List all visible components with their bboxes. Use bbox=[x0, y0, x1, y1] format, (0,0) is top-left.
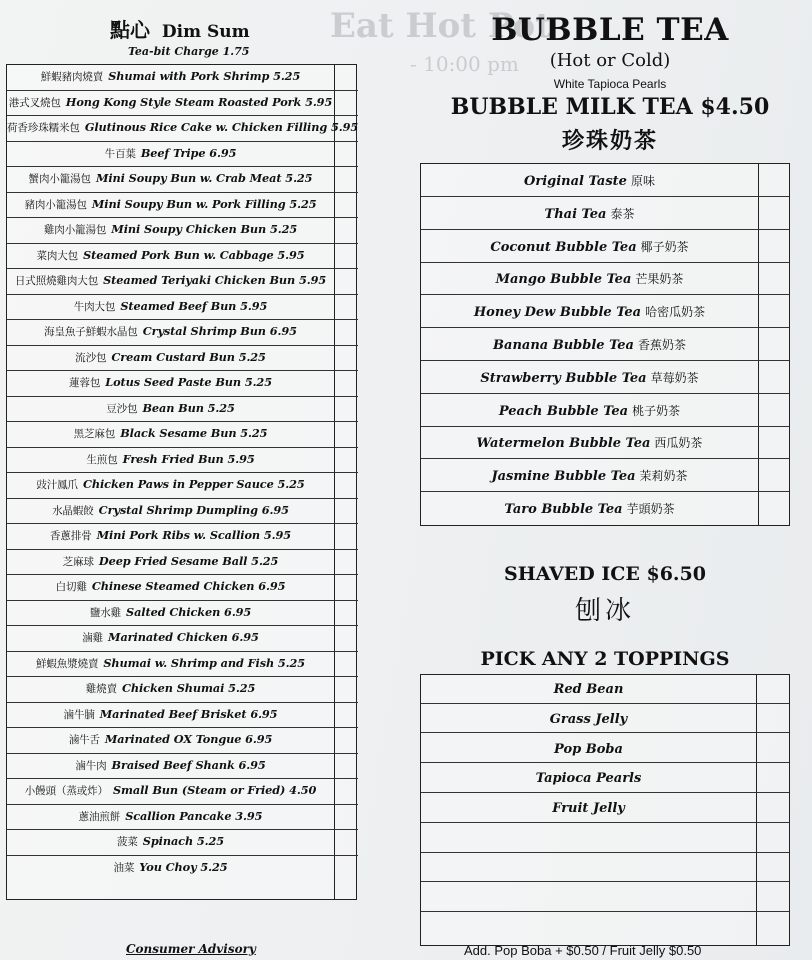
order-checkbox-cell[interactable] bbox=[335, 856, 357, 882]
order-checkbox-cell[interactable] bbox=[757, 705, 789, 733]
dim-sum-item-en: You Choy 5.25 bbox=[139, 859, 228, 874]
dim-sum-item-zh: 豬肉小籠湯包 bbox=[24, 198, 87, 211]
dim-sum-item-en: Spinach 5.25 bbox=[142, 834, 225, 848]
order-checkbox-cell[interactable] bbox=[335, 346, 357, 371]
order-checkbox-cell[interactable] bbox=[759, 492, 789, 525]
dim-sum-row bbox=[7, 754, 358, 780]
dim-sum-row bbox=[7, 320, 358, 346]
topping-row bbox=[421, 675, 789, 704]
dim-sum-item bbox=[7, 605, 334, 620]
topping-item: Tapioca Pearls bbox=[535, 771, 642, 787]
topping-row bbox=[421, 794, 789, 823]
dim-sum-item-en: Marinated Beef Brisket 6.95 bbox=[99, 706, 278, 721]
bubble-tea-row bbox=[421, 426, 789, 459]
dim-sum-item-en: Mini Soupy Bun w. Crab Meat 5.25 bbox=[95, 171, 313, 185]
dim-sum-item-en: Marinated Chicken 6.95 bbox=[108, 630, 259, 644]
dim-sum-item-en: Chinese Steamed Chicken 6.95 bbox=[91, 579, 286, 593]
order-checkbox-cell[interactable] bbox=[335, 805, 357, 830]
bubble-tea-item-en: Honey Dew Bubble Tea bbox=[473, 305, 642, 321]
dim-sum-item-en: Braised Beef Shank 6.95 bbox=[111, 757, 266, 772]
dim-sum-item bbox=[7, 579, 334, 594]
dim-sum-row bbox=[7, 601, 358, 627]
bubble-tea-table bbox=[420, 163, 790, 526]
bubble-tea-row bbox=[421, 328, 789, 361]
dim-sum-item bbox=[7, 860, 334, 875]
order-checkbox-cell[interactable] bbox=[335, 167, 357, 192]
dim-sum-item-en: Chicken Paws in Pepper Sauce 5.25 bbox=[82, 477, 305, 491]
dim-sum-item-zh: 鮮蝦豬肉燒賣 bbox=[40, 71, 104, 83]
bubble-tea-item bbox=[421, 467, 758, 484]
dim-sum-row bbox=[7, 65, 358, 91]
order-checkbox-cell[interactable] bbox=[335, 269, 357, 294]
dim-sum-row bbox=[7, 677, 358, 703]
dim-sum-row bbox=[7, 269, 358, 295]
bubble-tea-item-zh: 茉莉奶茶 bbox=[639, 469, 688, 484]
topping-row bbox=[421, 824, 789, 853]
shaved-ice-heading-zh: 刨冰 bbox=[574, 596, 635, 626]
dim-sum-item bbox=[7, 452, 334, 467]
dim-sum-item-en: Steamed Pork Bun w. Cabbage 5.95 bbox=[83, 247, 305, 262]
dim-sum-item-en: Mini Soupy Bun w. Pork Filling 5.25 bbox=[91, 196, 317, 211]
dim-sum-item-zh: 流沙包 bbox=[75, 351, 107, 364]
order-checkbox-cell[interactable] bbox=[757, 854, 789, 882]
dim-sum-item bbox=[7, 656, 334, 671]
bubble-tea-item bbox=[421, 303, 758, 320]
dim-sum-item-zh: 黑芝麻包 bbox=[73, 428, 116, 440]
dim-sum-item-zh: 荷香珍珠糯米包 bbox=[7, 122, 80, 134]
order-checkbox-cell[interactable] bbox=[335, 779, 357, 804]
dim-sum-item bbox=[7, 477, 334, 492]
order-checkbox-cell[interactable] bbox=[757, 675, 789, 703]
dim-sum-item bbox=[7, 707, 334, 722]
order-checkbox-cell[interactable] bbox=[757, 794, 789, 822]
dim-sum-item bbox=[7, 834, 334, 849]
order-checkbox-cell[interactable] bbox=[335, 728, 357, 753]
dim-sum-row bbox=[7, 371, 358, 397]
order-checkbox-cell[interactable] bbox=[759, 361, 789, 393]
toppings-heading: PICK ANY 2 TOPPINGS bbox=[480, 648, 730, 670]
bubble-tea-item-zh: 椰子奶茶 bbox=[640, 239, 689, 254]
dim-sum-item-zh: 滷雞 bbox=[82, 632, 104, 644]
dim-sum-item-en: Steamed Beef Bun 5.95 bbox=[120, 298, 268, 313]
dim-sum-item bbox=[7, 324, 334, 339]
order-checkbox-cell[interactable] bbox=[757, 824, 789, 852]
bubble-tea-row bbox=[421, 361, 789, 394]
order-checkbox-cell[interactable] bbox=[335, 499, 357, 524]
order-checkbox-cell[interactable] bbox=[335, 65, 357, 90]
milk-tea-heading: BUBBLE MILK TEA $4.50 bbox=[450, 94, 770, 120]
bubble-tea-item-en: Coconut Bubble Tea bbox=[490, 239, 637, 255]
addon-note: Add. Pop Boba + $0.50 / Fruit Jelly $0.50 bbox=[464, 943, 702, 958]
order-checkbox-cell[interactable] bbox=[335, 116, 357, 141]
dim-sum-item bbox=[7, 528, 334, 543]
dim-sum-item bbox=[7, 350, 334, 365]
order-checkbox-cell[interactable] bbox=[335, 244, 357, 269]
bubble-tea-item-zh: 芒果奶茶 bbox=[635, 272, 684, 287]
order-checkbox-cell[interactable] bbox=[759, 394, 789, 426]
dim-sum-item-en: Mini Soupy Chicken Bun 5.25 bbox=[111, 222, 298, 236]
dim-sum-item-en: Scallion Pancake 3.95 bbox=[125, 808, 263, 823]
bubble-tea-item bbox=[421, 434, 758, 451]
dim-sum-row bbox=[7, 652, 358, 678]
bubble-tea-item-zh: 哈密瓜奶茶 bbox=[645, 305, 706, 320]
dim-sum-row bbox=[7, 295, 358, 321]
dim-sum-item-zh: 牛肉大包 bbox=[73, 300, 116, 313]
order-checkbox-cell[interactable] bbox=[335, 703, 357, 728]
dim-sum-row bbox=[7, 397, 358, 423]
dim-sum-item bbox=[7, 681, 334, 696]
milk-tea-heading-zh: 珍珠奶茶 bbox=[561, 128, 658, 154]
dim-sum-row bbox=[7, 244, 358, 270]
dim-sum-item bbox=[7, 503, 334, 518]
bubble-tea-subtitle: (Hot or Cold) bbox=[549, 50, 671, 71]
order-checkbox-cell[interactable] bbox=[335, 601, 357, 626]
dim-sum-item-zh: 雞燒賣 bbox=[85, 683, 117, 695]
order-checkbox-cell[interactable] bbox=[335, 448, 357, 473]
bubble-tea-item-zh: 芋頭奶茶 bbox=[626, 502, 675, 516]
order-checkbox-cell[interactable] bbox=[335, 218, 357, 243]
dim-sum-row bbox=[7, 550, 358, 576]
dim-sum-header bbox=[110, 14, 270, 58]
dim-sum-row bbox=[7, 830, 358, 856]
dim-sum-row bbox=[7, 116, 358, 142]
order-checkbox-cell[interactable] bbox=[335, 295, 357, 320]
bubble-tea-item bbox=[421, 270, 758, 287]
bubble-tea-title: BUBBLE TEA bbox=[491, 12, 729, 48]
dim-sum-item-zh: 牛百葉 bbox=[104, 147, 136, 160]
dim-sum-item-en: Shumai with Pork Shrimp 5.25 bbox=[108, 69, 301, 83]
topping-row bbox=[421, 854, 789, 883]
order-checkbox-cell[interactable] bbox=[335, 320, 357, 345]
order-checkbox-cell[interactable] bbox=[335, 397, 357, 422]
dim-sum-item-zh: 滷牛肉 bbox=[75, 759, 107, 772]
dim-sum-item bbox=[7, 732, 334, 747]
dim-sum-item-en: Cream Custard Bun 5.25 bbox=[111, 349, 266, 364]
order-checkbox-cell[interactable] bbox=[759, 197, 789, 229]
dim-sum-item bbox=[7, 554, 334, 569]
bubble-tea-item-zh: 草莓奶茶 bbox=[650, 370, 699, 385]
order-checkbox-cell[interactable] bbox=[335, 626, 357, 651]
dim-sum-item-en: Chicken Shumai 5.25 bbox=[121, 681, 256, 695]
dim-sum-item-zh: 水晶蝦餃 bbox=[52, 504, 94, 517]
dim-sum-row bbox=[7, 779, 358, 805]
dim-sum-row bbox=[7, 422, 358, 448]
dim-sum-item-en: Deep Fried Sesame Ball 5.25 bbox=[98, 553, 279, 568]
topping-item: Fruit Jelly bbox=[552, 801, 625, 817]
order-checkbox-cell[interactable] bbox=[759, 459, 789, 491]
bubble-tea-note: White Tapioca Pearls bbox=[553, 77, 667, 91]
dim-sum-item bbox=[7, 248, 334, 263]
topping-row bbox=[421, 764, 789, 793]
order-checkbox-cell[interactable] bbox=[757, 913, 789, 942]
dim-sum-item-zh: 日式照燒雞肉大包 bbox=[14, 275, 99, 287]
bubble-tea-item-en: Thai Tea bbox=[544, 206, 607, 222]
dim-sum-item-zh: 油菜 bbox=[113, 861, 135, 874]
dim-sum-title-en: Dim Sum bbox=[161, 22, 250, 42]
dim-sum-row bbox=[7, 856, 358, 882]
order-checkbox-cell[interactable] bbox=[335, 91, 357, 116]
topping-row bbox=[421, 913, 789, 942]
order-checkbox-cell[interactable] bbox=[757, 884, 789, 912]
dim-sum-row bbox=[7, 473, 358, 499]
bubble-tea-item-en: Original Taste bbox=[524, 174, 627, 189]
topping-row bbox=[421, 884, 789, 913]
dim-sum-row bbox=[7, 575, 358, 601]
bubble-tea-item-en: Jasmine Bubble Tea bbox=[491, 469, 636, 485]
bubble-tea-item-zh: 香蕉奶茶 bbox=[637, 338, 686, 352]
dim-sum-item-en: Crystal Shrimp Dumpling 6.95 bbox=[98, 502, 289, 517]
dim-sum-row bbox=[7, 524, 358, 550]
dim-sum-item bbox=[7, 783, 334, 798]
bubble-tea-item-zh: 西瓜奶茶 bbox=[654, 436, 703, 451]
dim-sum-row bbox=[7, 499, 358, 525]
dim-sum-item-en: Shumai w. Shrimp and Fish 5.25 bbox=[103, 655, 306, 670]
dim-sum-item bbox=[7, 171, 334, 186]
bubble-tea-item bbox=[421, 402, 758, 419]
dim-sum-item-en: Beef Tripe 6.95 bbox=[140, 145, 237, 160]
order-checkbox-cell[interactable] bbox=[335, 575, 357, 600]
dim-sum-item bbox=[7, 273, 334, 288]
bubble-tea-item bbox=[421, 369, 758, 386]
order-checkbox-cell[interactable] bbox=[757, 735, 789, 763]
order-checkbox-cell[interactable] bbox=[759, 164, 789, 196]
bubble-tea-item bbox=[421, 172, 758, 189]
dim-sum-item-zh: 菠菜 bbox=[116, 836, 138, 848]
dim-sum-row bbox=[7, 448, 358, 474]
dim-sum-table bbox=[6, 64, 357, 900]
dim-sum-item-en: Steamed Teriyaki Chicken Bun 5.95 bbox=[103, 273, 327, 287]
order-checkbox-cell[interactable] bbox=[335, 652, 357, 677]
dim-sum-item bbox=[7, 95, 334, 110]
order-checkbox-cell[interactable] bbox=[759, 426, 789, 458]
dim-sum-item-zh: 豆沙包 bbox=[106, 402, 138, 415]
dim-sum-item-zh: 蔥油煎餅 bbox=[78, 810, 121, 823]
bubble-tea-item-en: Watermelon Bubble Tea bbox=[476, 436, 651, 452]
order-checkbox-cell[interactable] bbox=[759, 328, 789, 360]
order-checkbox-cell[interactable] bbox=[335, 142, 357, 167]
order-checkbox-cell[interactable] bbox=[335, 524, 357, 549]
bubble-tea-row bbox=[421, 394, 789, 427]
bubble-tea-row bbox=[421, 459, 789, 492]
dim-sum-item-zh: 雞肉小籠湯包 bbox=[43, 224, 107, 236]
dim-sum-row bbox=[7, 142, 358, 168]
dim-sum-row bbox=[7, 91, 358, 117]
bubble-tea-row bbox=[421, 164, 789, 197]
dim-sum-item-zh: 豉汁鳳爪 bbox=[36, 479, 78, 491]
dim-sum-item-zh: 蓮蓉包 bbox=[69, 377, 101, 389]
dim-sum-item bbox=[7, 809, 334, 824]
bubble-tea-row bbox=[421, 230, 789, 263]
dim-sum-row bbox=[7, 193, 358, 219]
consumer-advisory: Consumer Advisory bbox=[126, 942, 256, 956]
dim-sum-item bbox=[7, 146, 334, 161]
bubble-tea-row bbox=[421, 492, 789, 525]
dim-sum-row bbox=[7, 167, 358, 193]
order-checkbox-cell[interactable] bbox=[335, 550, 357, 575]
bubble-tea-item-zh: 桃子奶茶 bbox=[632, 403, 681, 418]
bubble-tea-item bbox=[421, 238, 758, 255]
topping-item: Grass Jelly bbox=[549, 711, 628, 727]
toppings-table bbox=[420, 674, 790, 946]
dim-sum-item-en: Black Sesame Bun 5.25 bbox=[120, 426, 268, 440]
bubble-tea-item bbox=[421, 500, 758, 517]
dim-sum-item-en: Lotus Seed Paste Bun 5.25 bbox=[105, 375, 272, 389]
bubble-tea-item-en: Banana Bubble Tea bbox=[493, 338, 634, 353]
dim-sum-row bbox=[7, 728, 358, 754]
order-checkbox-cell[interactable] bbox=[759, 295, 789, 327]
dim-sum-item-zh: 芝麻球 bbox=[62, 555, 94, 568]
dim-sum-item bbox=[7, 630, 334, 645]
dim-sum-item-zh: 港式叉燒包 bbox=[8, 96, 61, 109]
topping-item: Red Bean bbox=[553, 682, 624, 697]
order-checkbox-cell[interactable] bbox=[335, 830, 357, 855]
dim-sum-item-zh: 滷牛腩 bbox=[63, 708, 95, 721]
dim-sum-item-en: Fresh Fried Bun 5.95 bbox=[122, 451, 255, 466]
bleed-through-time: - 10:00 pm bbox=[410, 52, 519, 76]
dim-sum-row bbox=[7, 626, 358, 652]
bubble-tea-row bbox=[421, 262, 789, 295]
bubble-tea-item-en: Peach Bubble Tea bbox=[498, 403, 629, 419]
order-checkbox-cell[interactable] bbox=[335, 371, 357, 396]
bubble-tea-row bbox=[421, 295, 789, 328]
dim-sum-item bbox=[7, 299, 334, 314]
order-checkbox-cell[interactable] bbox=[759, 230, 789, 262]
dim-sum-item bbox=[7, 222, 334, 237]
dim-sum-item-zh: 鹽水雞 bbox=[89, 606, 122, 619]
dim-sum-item bbox=[7, 197, 334, 212]
dim-sum-item bbox=[7, 401, 334, 416]
order-checkbox-cell[interactable] bbox=[335, 193, 357, 218]
dim-sum-item bbox=[7, 426, 334, 441]
order-checkbox-cell[interactable] bbox=[757, 764, 789, 792]
order-checkbox-cell[interactable] bbox=[335, 422, 357, 447]
dim-sum-row bbox=[7, 218, 358, 244]
dim-sum-row bbox=[7, 805, 358, 831]
bubble-tea-item bbox=[421, 336, 758, 353]
dim-sum-title-zh: 點心 bbox=[110, 18, 150, 42]
topping-item: Pop Boba bbox=[554, 741, 623, 757]
shaved-ice-heading: SHAVED ICE $6.50 bbox=[504, 563, 706, 585]
dim-sum-item-en: Mini Pork Ribs w. Scallion 5.95 bbox=[96, 528, 291, 542]
order-checkbox-cell[interactable] bbox=[335, 754, 357, 779]
dim-sum-item-en: Bean Bun 5.25 bbox=[142, 400, 235, 415]
bubble-tea-item-en: Strawberry Bubble Tea bbox=[480, 370, 647, 386]
order-checkbox-cell[interactable] bbox=[335, 677, 357, 702]
bleed-through-text: Eat Hot Pot bbox=[330, 6, 551, 46]
dim-sum-item-zh: 鮮蝦魚漿燒賣 bbox=[35, 657, 99, 670]
dim-sum-row bbox=[7, 703, 358, 729]
dim-sum-item-en: Glutinous Rice Cake w. Chicken Filling 5.95 bbox=[84, 120, 359, 134]
topping-row bbox=[421, 705, 789, 734]
dim-sum-item-zh: 生煎包 bbox=[86, 453, 118, 466]
dim-sum-item-zh: 海皇魚子鮮蝦水晶包 bbox=[44, 326, 138, 338]
topping-row bbox=[421, 735, 789, 764]
dim-sum-item-en: Crystal Shrimp Bun 6.95 bbox=[142, 324, 297, 338]
bubble-tea-item-en: Mango Bubble Tea bbox=[495, 272, 632, 288]
dim-sum-item-zh: 滷牛舌 bbox=[68, 734, 100, 746]
dim-sum-item-en: Hong Kong Style Steam Roasted Pork 5.95 bbox=[65, 94, 333, 109]
dim-sum-item bbox=[7, 120, 359, 135]
dim-sum-item-zh: 菜肉大包 bbox=[36, 249, 79, 262]
dim-sum-item bbox=[7, 758, 334, 773]
dim-sum-item bbox=[7, 69, 334, 84]
order-checkbox-cell[interactable] bbox=[759, 262, 789, 294]
dim-sum-item-en: Small Bun (Steam or Fried) 4.50 bbox=[112, 783, 317, 797]
dim-sum-item-zh: 白切雞 bbox=[55, 581, 87, 593]
bubble-tea-item bbox=[421, 205, 758, 222]
bubble-tea-row bbox=[421, 197, 789, 230]
tea-charge: Tea-bit Charge 1.75 bbox=[128, 45, 250, 58]
dim-sum-item-zh: 小饅頭（蒸或炸） bbox=[24, 785, 108, 797]
dim-sum-row bbox=[7, 346, 358, 372]
bubble-tea-item-zh: 原味 bbox=[630, 174, 655, 188]
bubble-tea-item-en: Taro Bubble Tea bbox=[504, 502, 623, 517]
bubble-tea-item-zh: 泰茶 bbox=[610, 206, 635, 221]
dim-sum-item-en: Salted Chicken 6.95 bbox=[126, 604, 252, 619]
dim-sum-item-zh: 香蔥排骨 bbox=[50, 530, 92, 542]
dim-sum-item-en: Marinated OX Tongue 6.95 bbox=[104, 732, 273, 746]
order-checkbox-cell[interactable] bbox=[335, 473, 357, 498]
dim-sum-item-zh: 蟹肉小籠湯包 bbox=[28, 173, 91, 185]
dim-sum-title bbox=[110, 14, 270, 43]
dim-sum-item bbox=[7, 375, 334, 390]
